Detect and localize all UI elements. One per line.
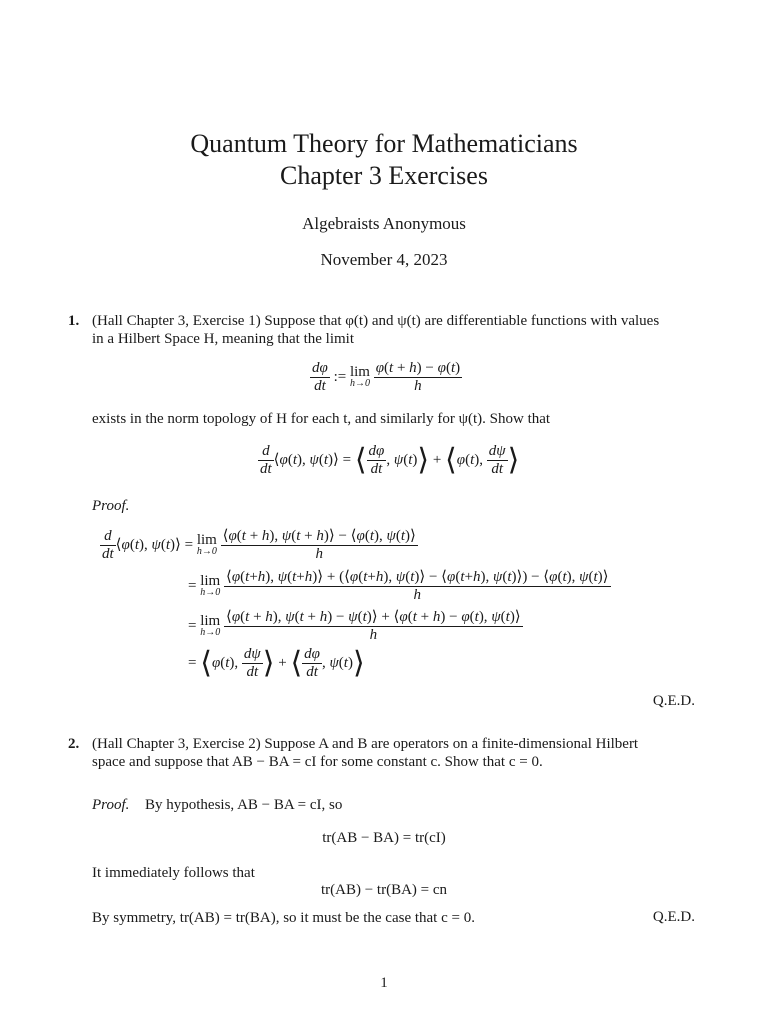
exercise-2-line-2: space and suppose that AB − BA = cI for some constant c. Show that c = 0. xyxy=(92,754,543,770)
exercise-2-number: 2. xyxy=(68,736,80,752)
proof-1-line-2: = lim h→0 ⟨φ(t+h), ψ(t+h)⟩ + (⟨φ(t+h), ψ(t)⟩ − ⟨φ(t+h), ψ(t)⟩) − ⟨φ(t), ψ(t)⟩ h xyxy=(188,569,609,603)
title-line-2: Chapter 3 Exercises xyxy=(280,161,488,190)
exercise-1-line-3: exists in the norm topology of H for each t, and similarly for ψ(t). Show that xyxy=(92,411,551,427)
proof-1-line-3: = lim h→0 $\frac{⟨\varphi(t + h), \psi(t + h) - \psi(t)⟩ + ⟨\varphi(t + h) - \varphi(t), \psi(t)⟩}{h}$ xyxy=(188,609,521,643)
exercise-1-number: 1. xyxy=(68,313,80,329)
qed-2: Q.E.D. xyxy=(652,909,695,925)
exercise-1-line-2: in a Hilbert Space H, meaning that the limit xyxy=(92,331,355,347)
proof-label-1: Proof. xyxy=(92,498,130,514)
date: November 4, 2023 xyxy=(320,250,448,269)
qed-1: Q.E.D. xyxy=(652,693,695,709)
proof-2-conclusion: By symmetry, tr(AB) = tr(BA), so it must be the case that c = 0. xyxy=(92,910,475,926)
proof-1-line-1: $\frac{d}{dt}$ ⟨φ(t), ψ(t)⟩ = lim h→0 $\frac{⟨\varphi(t + h), \psi(t + h)⟩ - ⟨\varphi(t), \psi(t)⟩}{h}$ xyxy=(102,528,416,562)
author: Algebraists Anonymous xyxy=(302,214,466,233)
exercise-2-line-1: (Hall Chapter 3, Exercise 2) Suppose A and B are operators on a finite-dimensional Hilbert xyxy=(92,736,639,752)
trace-equation-1: tr(AB − BA) = tr(cI) xyxy=(322,830,446,846)
derivative-definition-equation: $\frac{d\varphi}{dt}$ := lim h→0 $\frac{\varphi(t + h) - \varphi(t)}{h}$ xyxy=(312,360,461,394)
proof-2-text: By hypothesis, AB − BA = cI, so xyxy=(145,797,343,813)
exercise-1-line-1: (Hall Chapter 3, Exercise 1) Suppose that φ(t) and ψ(t) are differentiable functions with values xyxy=(92,313,660,329)
proof-label-2: Proof. xyxy=(92,797,130,813)
product-rule-statement: $\frac{d}{dt}$ ⟨φ(t), ψ(t)⟩ = ⟨ $\frac{d\varphi}{dt}$ , ψ(t)⟩ + ⟨φ(t), $\frac{d\psi}{dt}$ ⟩ xyxy=(260,442,520,478)
proof-1-line-4: = ⟨φ(t), $\frac{d\psi}{dt}$ ⟩ + ⟨ $\frac{d\varphi}{dt}$ , ψ(t)⟩ xyxy=(188,645,365,681)
proof-2-follows: It immediately follows that xyxy=(92,865,255,881)
page-number: 1 xyxy=(380,975,388,991)
trace-equation-2: tr(AB) − tr(BA) = cn xyxy=(320,882,448,898)
title-line-1: Quantum Theory for Mathematicians xyxy=(190,129,578,158)
